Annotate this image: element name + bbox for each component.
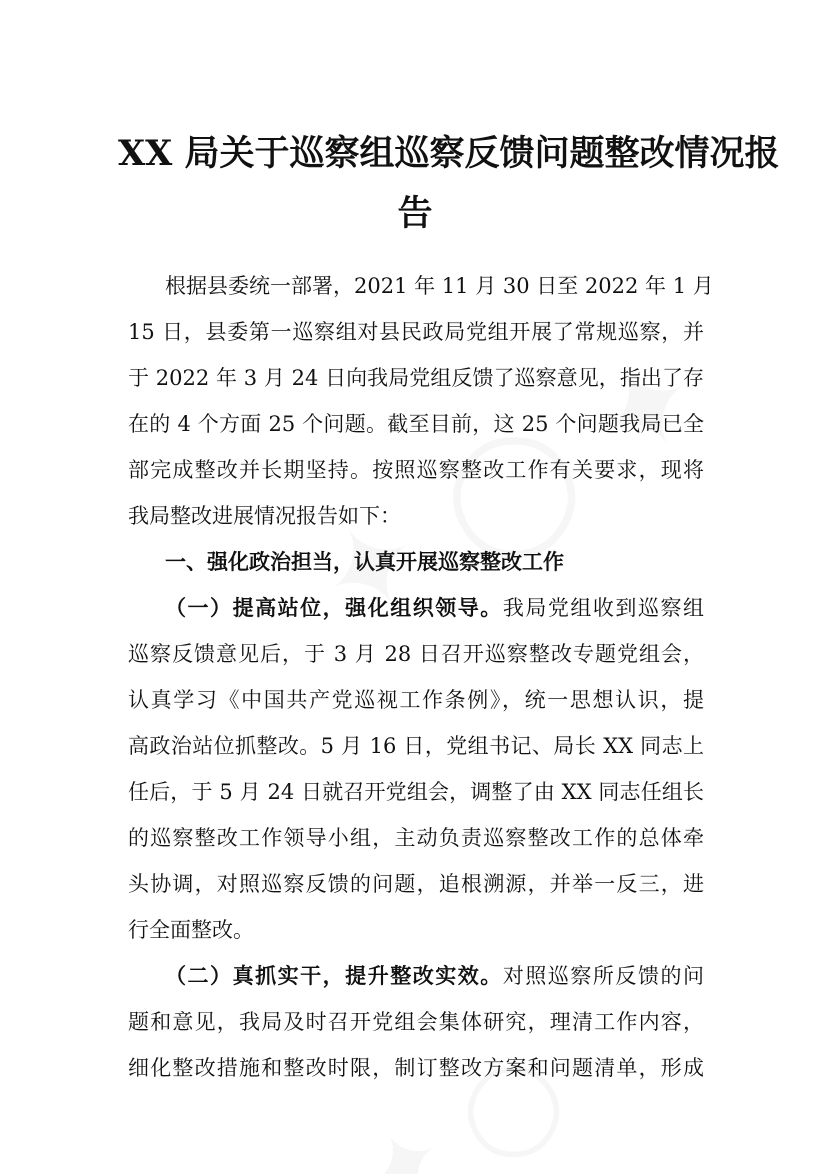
document-title: XX 局关于巡察组巡察反馈问题整改情况报 [118, 133, 780, 174]
paragraph-line: 在的 4 个方面 25 个问题。截至目前，这 25 个问题我局已全 [128, 412, 704, 436]
paragraph-line: 的巡察整改工作领导小组，主动负责巡察整改工作的总体牵 [128, 826, 704, 850]
subsection-first-line [165, 966, 704, 987]
subsection-text: 对照巡察所反馈的问 [502, 964, 705, 988]
subsection-lead: （二）真抓实干，提升整改实效。 [165, 964, 503, 988]
paragraph-line: 高政治站位抓整改。5 月 16 日，党组书记、局长 XX 同志上 [128, 734, 704, 758]
paragraph-line: 巡察反馈意见后，于 3 月 28 日召开巡察整改专题党组会， [128, 642, 704, 666]
paragraph-line: 15 日，县委第一巡察组对县民政局党组开展了常规巡察，并 [128, 320, 704, 344]
document-title-continued: 告 [397, 193, 433, 234]
paragraph-line: 我局整改进展情况报告如下： [128, 504, 401, 528]
paragraph-line: 细化整改措施和整改时限，制订整改方案和问题清单，形成 [128, 1056, 704, 1080]
paragraph-line: 任后，于 5 月 24 日就召开党组会，调整了由 XX 同志任组长 [128, 780, 704, 804]
paragraph-line: 头协调，对照巡察反馈的问题，追根溯源，并举一反三，进 [128, 872, 704, 896]
paragraph-line: 部完成整改并长期坚持。按照巡察整改工作有关要求，现将 [128, 458, 704, 482]
paragraph-line: 题和意见，我局及时召开党组会集体研究，理清工作内容， [128, 1010, 704, 1034]
subsection-first-line [165, 598, 704, 619]
subsection-text: 我局党组收到巡察组 [502, 596, 705, 620]
paragraph-line: 根据县委统一部署，2021 年 11 月 30 日至 2022 年 1 月 [165, 274, 714, 298]
subsection-lead: （一）提高站位，强化组织领导。 [165, 596, 503, 620]
paragraph-line: 于 2022 年 3 月 24 日向我局党组反馈了巡察意见，指出了存 [128, 366, 704, 390]
paragraph-line: 行全面整改。 [128, 918, 254, 942]
paragraph-line: 认真学习《中国共产党巡视工作条例》，统一思想认识，提 [128, 688, 704, 712]
section-heading: 一、强化政治担当，认真开展巡察整改工作 [165, 550, 564, 574]
